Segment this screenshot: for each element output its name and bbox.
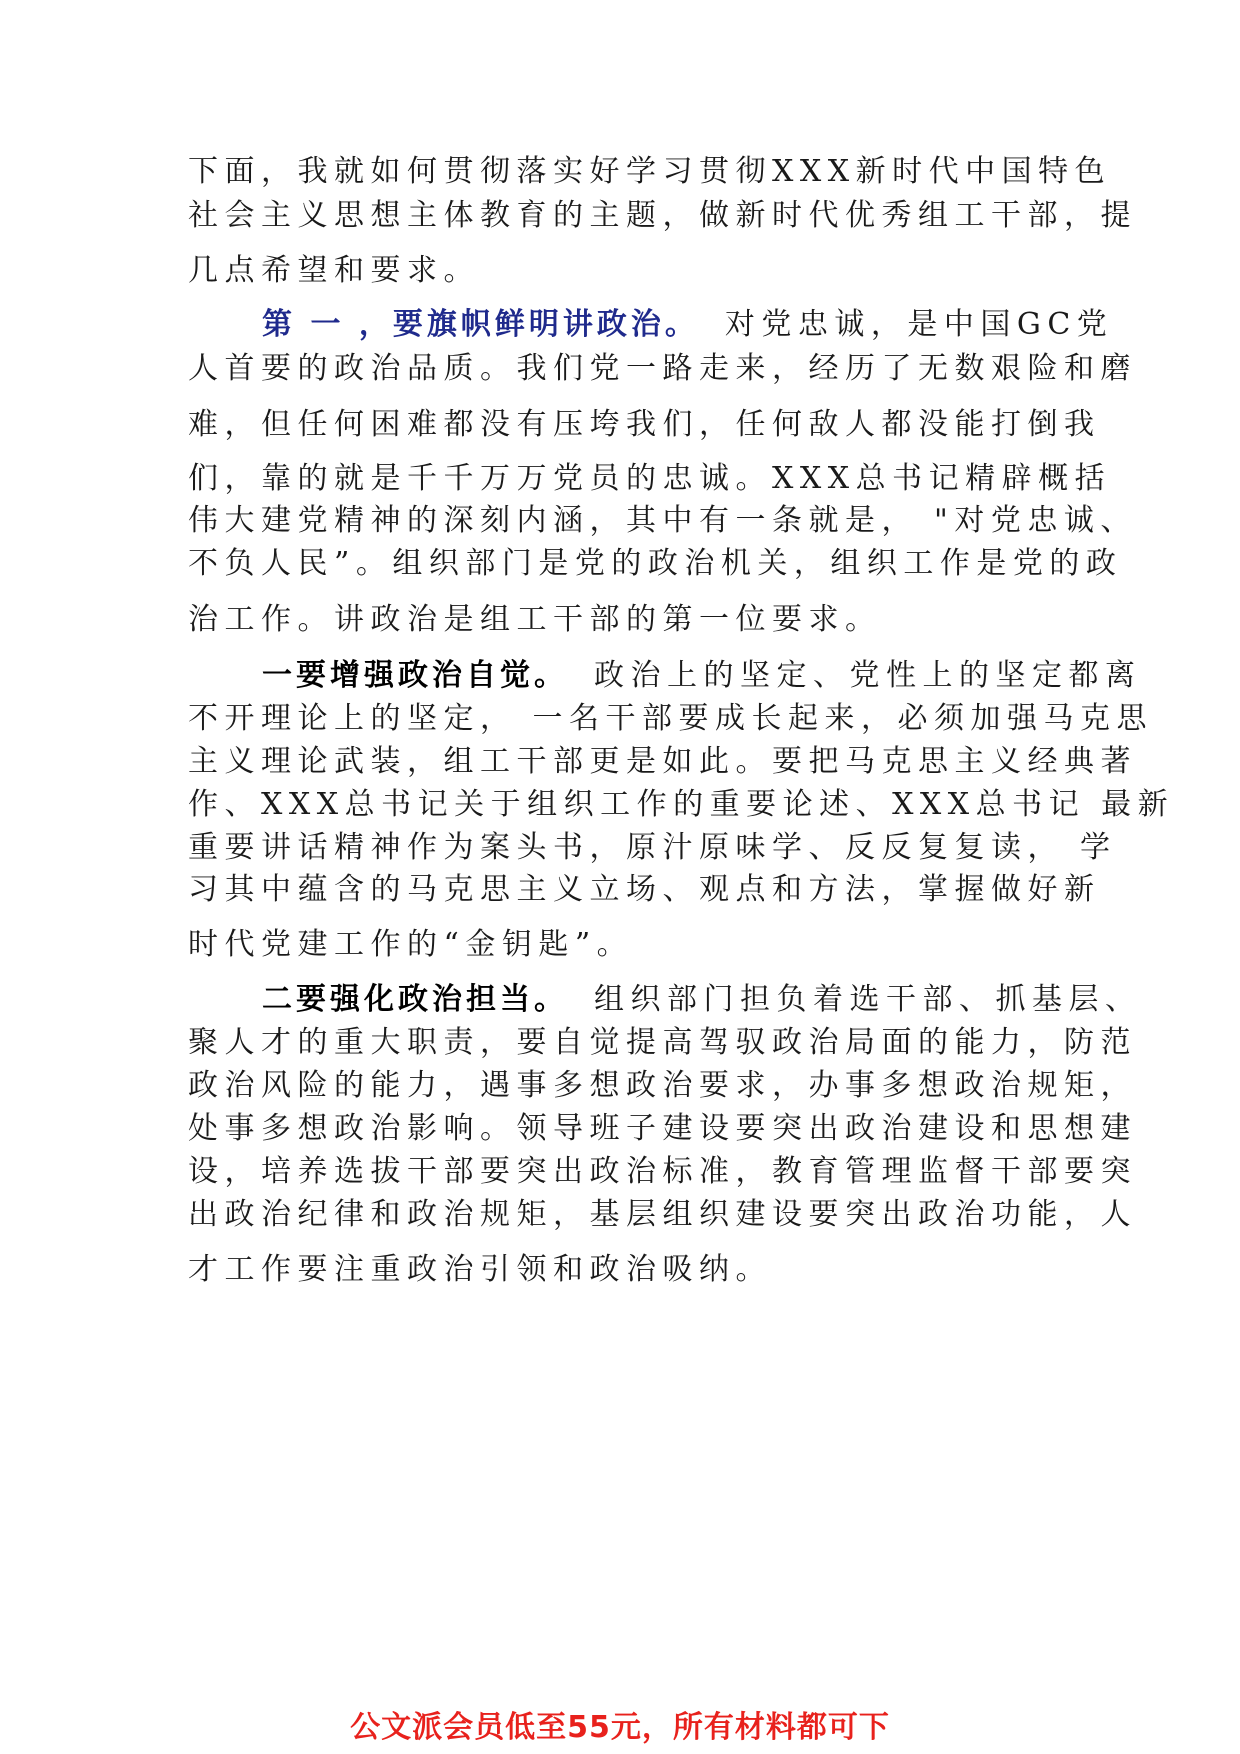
section1-line: 不负人民”。组织部门是党的政治机关，组织工作是党的政 xyxy=(188,546,1123,581)
point2-first-line xyxy=(262,980,1142,1020)
point2-line: 才工作要注重政治引领和政治吸纳。 xyxy=(188,1252,772,1287)
point2-first-line-text: 组织部门担负着选干部、抓基层、 xyxy=(594,982,1142,1017)
intro-line-1: 下面，我就如何贯彻落实好学习贯彻XXX新时代中国特色 xyxy=(188,154,1112,189)
point2-line: 设，培养选拔干部要突出政治标准，教育管理监督干部要突 xyxy=(188,1154,1137,1189)
point2-line: 聚人才的重大职责，要自觉提高驾驭政治局面的能力，防范 xyxy=(188,1025,1137,1060)
point2-line: 政治风险的能力，遇事多想政治要求，办事多想政治规矩， xyxy=(188,1068,1137,1103)
section1-line: 难，但任何困难都没有压垮我们，任何敌人都没能打倒我 xyxy=(188,407,1101,442)
section1-line: 们，靠的就是千千万万党员的忠诚。XXX总书记精辟概括 xyxy=(188,461,1112,496)
intro-line-3: 几点希望和要求。 xyxy=(188,253,480,288)
point1-first-line xyxy=(262,656,1142,696)
point2-line: 处事多想政治影响。领导班子建设要突出政治建设和思想建 xyxy=(188,1111,1137,1146)
point1-line: 主义理论武装，组工干部更是如此。要把马克思主义经典著 xyxy=(188,744,1137,779)
point1-line: 习其中蕴含的马克思主义立场、观点和方法，掌握做好新 xyxy=(188,872,1101,907)
point2-heading: 二要强化政治担当。 xyxy=(262,982,568,1017)
point1-line: 时代党建工作的“金钥匙”。 xyxy=(188,927,634,962)
point1-heading: 一要增强政治自觉。 xyxy=(262,658,568,693)
footer-promo: 公文派会员低至55元，所有材料都可下 xyxy=(350,1710,890,1745)
intro-line-2: 社会主义思想主体教育的主题，做新时代优秀组工干部，提 xyxy=(188,198,1137,233)
section1-line: 治工作。讲政治是组工干部的第一位要求。 xyxy=(188,602,882,637)
point1-line: 不开理论上的坚定， 一名干部要成长起来，必须加强马克思 xyxy=(188,701,1154,736)
section1-line: 人首要的政治品质。我们党一路走来，经历了无数艰险和磨 xyxy=(188,351,1137,386)
section1-heading: 第 一 ，要旗帜鲜明讲政治。 xyxy=(262,307,699,342)
point1-first-line-text: 政治上的坚定、党性上的坚定都离 xyxy=(594,658,1142,693)
point2-line: 出政治纪律和政治规矩，基层组织建设要突出政治功能，人 xyxy=(188,1197,1137,1232)
section1-first-line-text: 对党忠诚，是中国GC党 xyxy=(724,307,1114,342)
section1-line: 伟大建党精神的深刻内涵，其中有一条就是， "对党忠诚、 xyxy=(188,503,1137,538)
section1-first-line xyxy=(262,305,1114,345)
point1-line: 作、XXX总书记关于组织工作的重要论述、XXX总书记 最新 xyxy=(188,787,1175,822)
point1-line: 重要讲话精神作为案头书，原汁原味学、反反复复读， 学 xyxy=(188,830,1117,865)
